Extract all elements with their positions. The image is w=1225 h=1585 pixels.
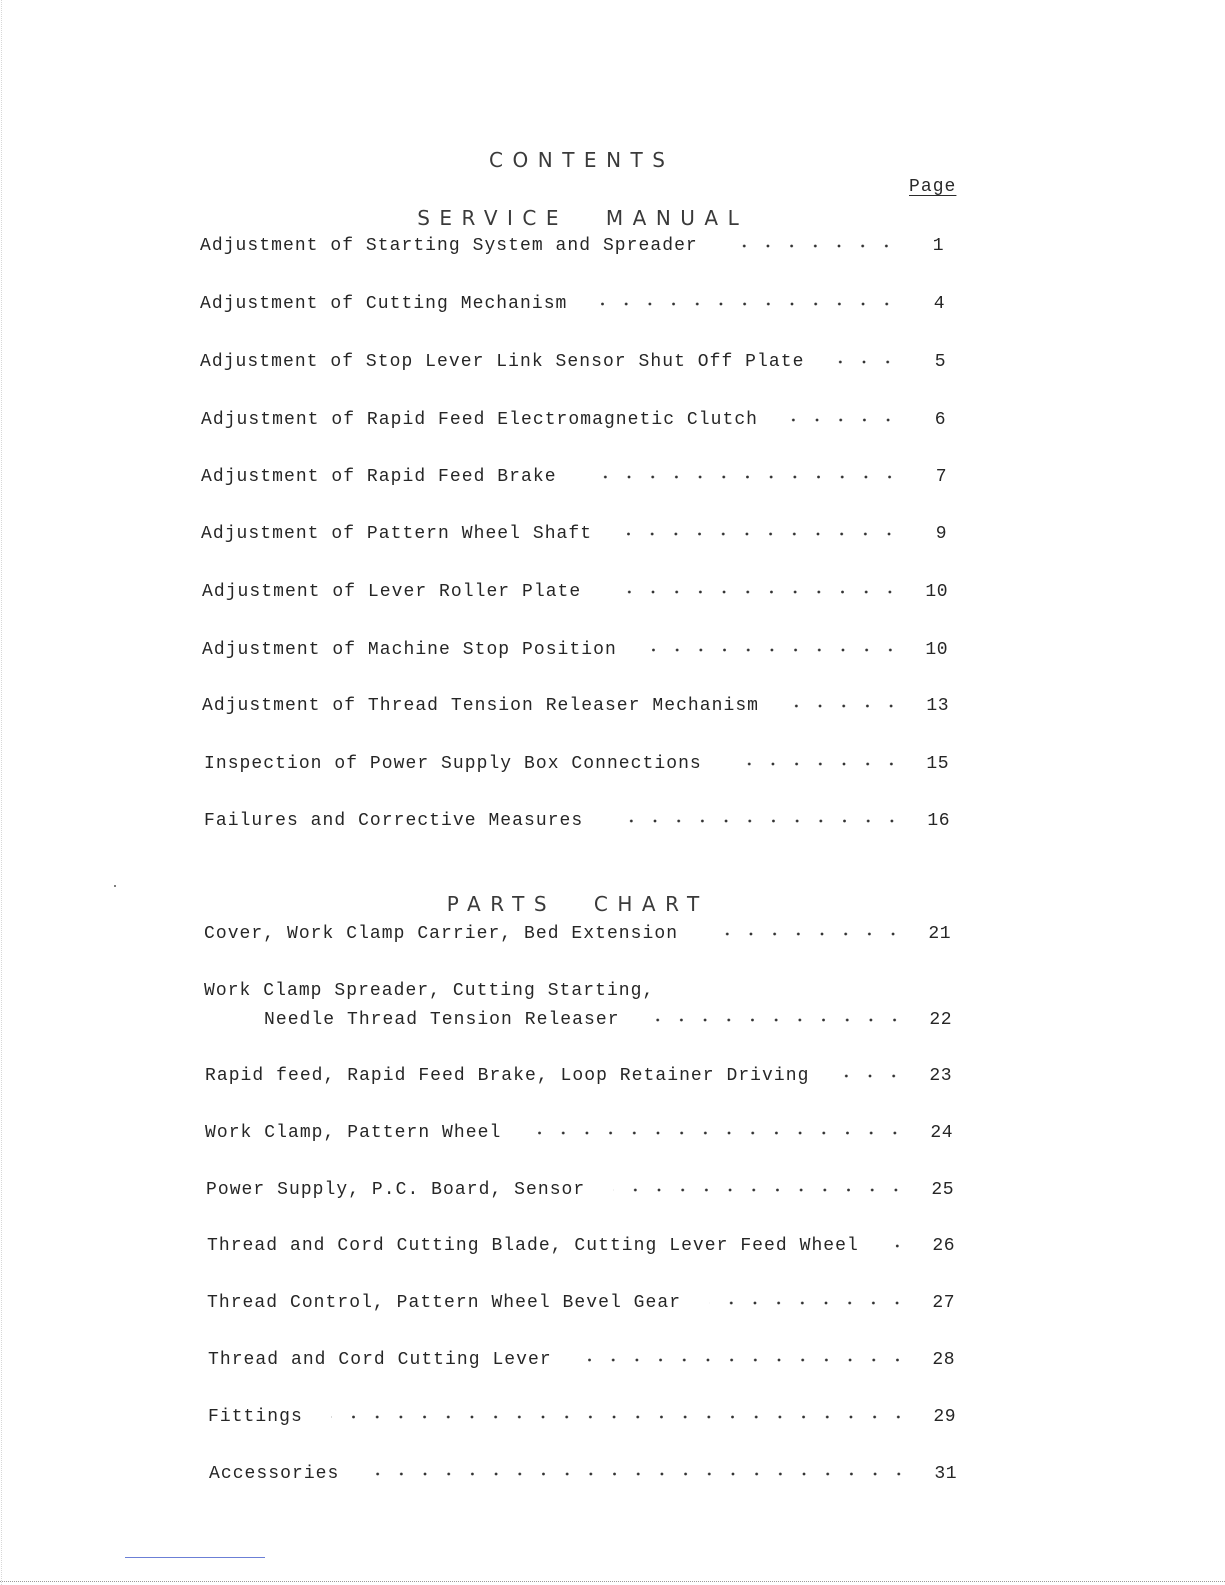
toc-entry [208,1348,955,1372]
entry-title: Adjustment of Stop Lever Link Sensor Shut Off Plate [200,352,805,372]
page-number: 31 [934,1464,957,1484]
dot-leader [611,818,904,824]
toc-entry [205,1064,952,1088]
entry-title: Thread and Cord Cutting Blade, Cutting Lever Feed Wheel [207,1236,859,1256]
toc-entry [207,1234,955,1258]
entry-title: Work Clamp Spreader, Cutting Starting, [204,981,655,1001]
entry-title: Adjustment of Rapid Feed Brake [201,467,557,487]
page-number: 6 [934,410,946,430]
dot-leader [706,931,905,937]
footer-rule [125,1557,265,1558]
page-number: 23 [929,1066,952,1086]
dot-leader [609,589,902,595]
page-number: 10 [925,640,948,660]
page-number: 26 [932,1236,955,1256]
dot-leader [645,647,902,653]
page-number: 1 [932,236,944,256]
dot-leader [613,1187,908,1193]
page-number: 7 [935,467,947,487]
page-left-edge [1,0,2,1585]
dot-leader [730,761,903,767]
toc-entry [204,922,951,946]
dot-leader [648,1017,906,1023]
service-manual-heading: SERVICE MANUAL [417,206,749,230]
entry-title: Adjustment of Starting System and Spreader [200,236,698,256]
page-number: 22 [929,1010,952,1030]
toc-entry [202,580,948,604]
scan-speck [114,885,116,887]
page-number: 16 [927,811,950,831]
dot-leader [726,243,898,249]
dot-leader [367,1471,911,1477]
dot-leader [331,1414,910,1420]
toc-entry [205,1121,953,1145]
toc-entry [202,638,948,662]
entry-title: Cover, Work Clamp Carrier, Bed Extension [204,924,679,944]
dot-leader [585,474,901,480]
entry-title: Failures and Corrective Measures [204,811,584,831]
page-number: 9 [935,524,947,544]
toc-entry [204,809,950,833]
dot-leader [709,1300,909,1306]
toc-entry [209,1462,957,1486]
page-number: 13 [926,696,949,716]
entry-title: Inspection of Power Supply Box Connections [204,754,702,774]
entry-title: Adjustment of Lever Roller Plate [202,582,582,602]
page-bottom-edge [0,1581,1225,1582]
toc-entry [204,979,654,1003]
entry-title: Adjustment of Rapid Feed Electromagnetic Clutch [201,410,759,430]
toc-entry [206,1178,954,1202]
entry-title: Fittings [208,1407,303,1427]
page-number: 21 [928,924,951,944]
dot-leader [887,1243,909,1249]
dot-leader [620,531,901,537]
entry-title: Adjustment of Thread Tension Releaser Mechanism [202,696,760,716]
toc-entry [201,522,947,546]
dot-leader [832,359,900,365]
page-number: 4 [933,294,945,314]
toc-entry [264,1008,952,1032]
dot-leader [595,301,899,307]
toc-entry [200,292,945,316]
entry-title: Power Supply, P.C. Board, Sensor [206,1180,586,1200]
toc-entry [204,752,949,776]
entry-title: Thread and Cord Cutting Lever [208,1350,552,1370]
entry-title: Thread Control, Pattern Wheel Bevel Gear [207,1293,682,1313]
page-number: 25 [931,1180,954,1200]
page-column-label: Page [909,177,957,197]
page-number: 24 [930,1123,953,1143]
toc-entry [207,1291,955,1315]
toc-entry [201,465,947,489]
toc-entry [202,694,949,718]
entry-title: Accessories [209,1464,340,1484]
page-number: 15 [926,754,949,774]
parts-chart-heading: PARTS CHART [446,892,709,916]
contents-title: CONTENTS [489,148,675,172]
toc-entry [201,408,946,432]
entry-title: Adjustment of Machine Stop Position [202,640,617,660]
toc-entry [200,234,944,258]
entry-title: Adjustment of Pattern Wheel Shaft [201,524,593,544]
entry-title: Needle Thread Tension Releaser [264,1010,620,1030]
entry-title: Work Clamp, Pattern Wheel [205,1123,502,1143]
page-number: 28 [932,1350,955,1370]
dot-leader [837,1073,906,1079]
toc-entry [208,1405,956,1429]
page-number: 5 [934,352,946,372]
toc-entry [200,350,946,374]
dot-leader [580,1357,909,1363]
dot-leader [786,417,900,423]
entry-title: Adjustment of Cutting Mechanism [200,294,568,314]
page-number: 10 [925,582,948,602]
dot-leader [787,703,903,709]
dot-leader [529,1130,907,1136]
page-number: 29 [933,1407,956,1427]
entry-title: Rapid feed, Rapid Feed Brake, Loop Retainer Driving [205,1066,810,1086]
page-number: 27 [932,1293,955,1313]
